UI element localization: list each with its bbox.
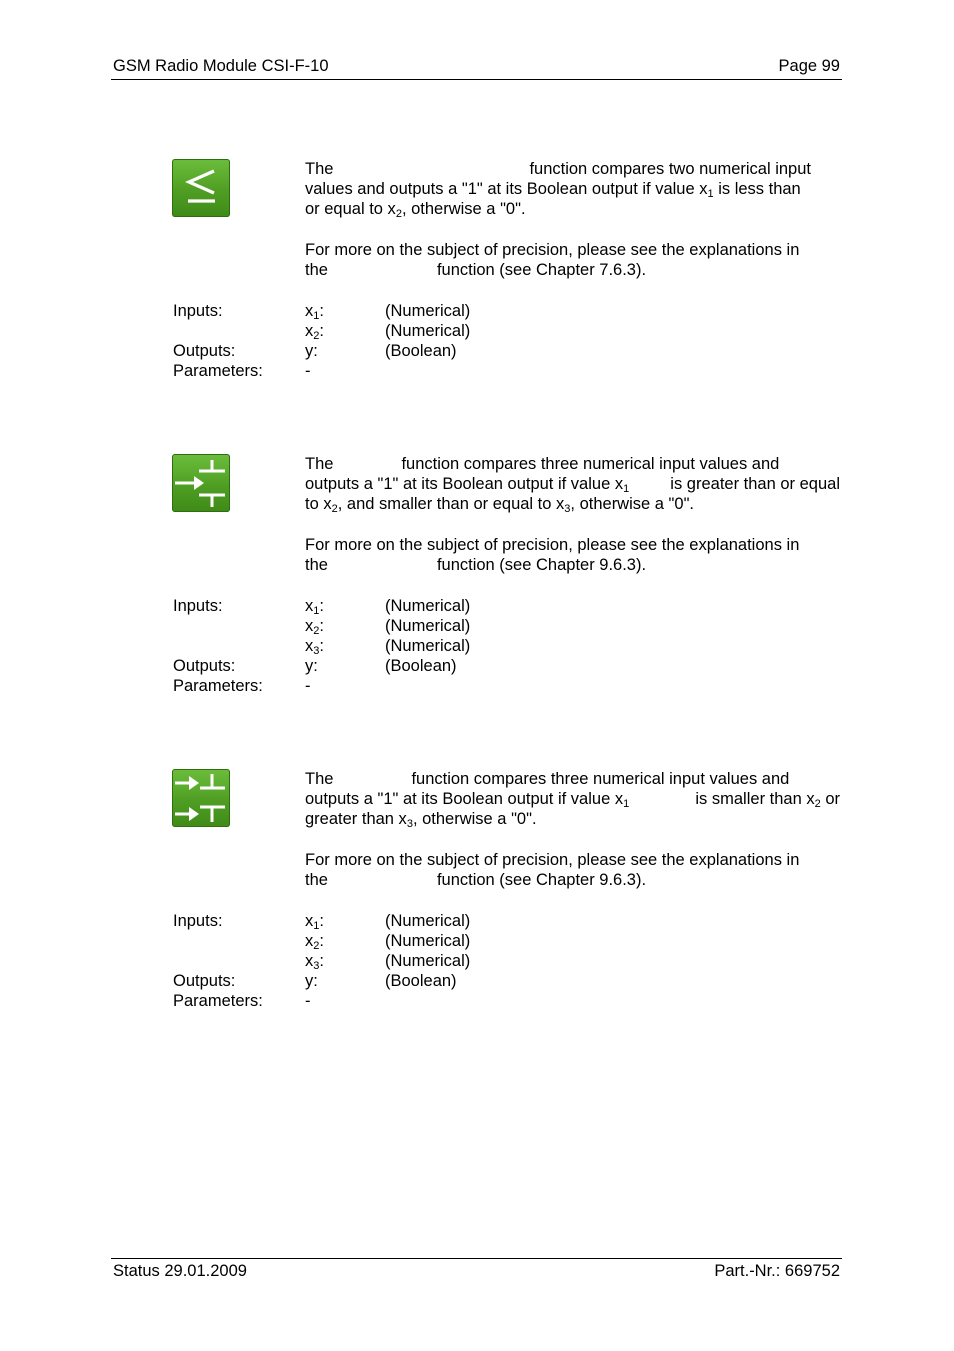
part-number: Part.-Nr.: 669752 [714, 1262, 840, 1280]
precision-paragraph: For more on the subject of precision, please see the explanations in the function (see Chapter 9.6.3). [305, 536, 800, 574]
out-of-range-icon [172, 769, 230, 827]
description-paragraph: The function compares three numerical input values and outputs a "1" at its Boolean output if value $x_1$ is greater than or equal to $x_2$, and smaller than or equal to $x_3$, otherwise a "0". [305, 455, 840, 515]
io-table: Inputs: $x_1$: (Numerical) $x_2$: (Numerical) Outputs: y: (Boolean) Parameters: - [173, 302, 471, 380]
status-date: Status 29.01.2009 [113, 1262, 247, 1280]
in-range-icon [172, 454, 230, 512]
page-footer [111, 1262, 842, 1281]
description-paragraph: The function compares three numerical input values and outputs a "1" at its Boolean output if value $x_1$ is smaller than $x_2$ or greater than $x_3$, otherwise a "0". [305, 770, 840, 830]
footer-rule [111, 1258, 842, 1259]
io-table: Inputs: $x_1$: (Numerical) $x_2$: (Numerical) $x_3$: (Numerical) Outputs: y: (Boolean) Parameters: - [173, 912, 471, 1010]
header-rule [111, 79, 842, 80]
page-number: Page 99 [778, 57, 840, 75]
precision-paragraph: For more on the subject of precision, please see the explanations in the function (see Chapter 7.6.3). [305, 241, 800, 279]
precision-paragraph: For more on the subject of precision, please see the explanations in the function (see Chapter 9.6.3). [305, 851, 800, 889]
page-header [111, 57, 842, 76]
less-or-equal-icon [172, 159, 230, 217]
io-table: Inputs: $x_1$: (Numerical) $x_2$: (Numerical) $x_3$: (Numerical) Outputs: y: (Boolean) Parameters: - [173, 597, 471, 695]
document-title: GSM Radio Module CSI-F-10 [113, 57, 329, 75]
description-paragraph: The function compares two numerical input values and outputs a "1" at its Boolean output if value $x_1$ is less than or equal to $x_2$, otherwise a "0". [305, 160, 811, 220]
